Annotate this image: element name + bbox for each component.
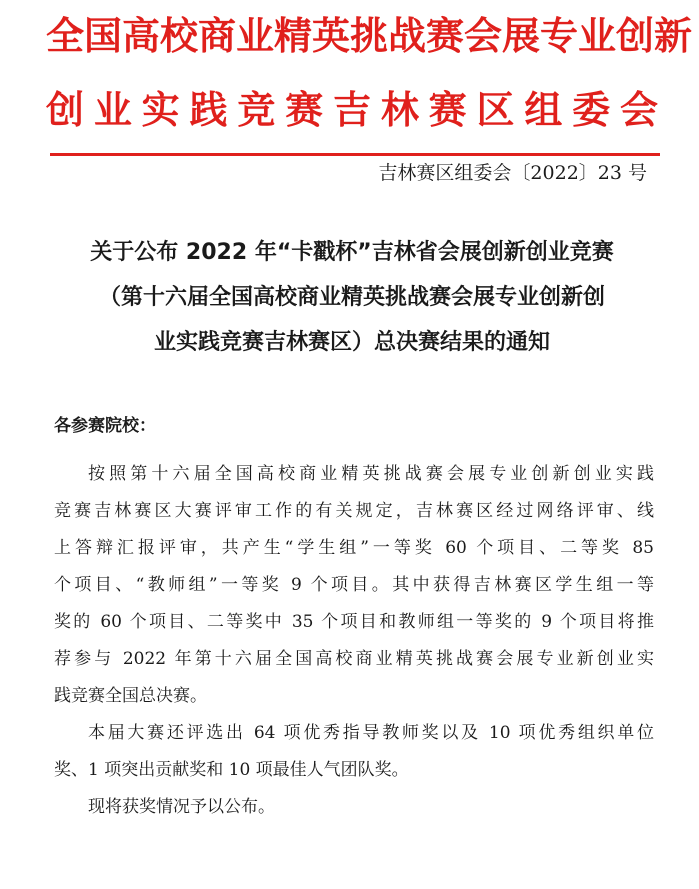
- body-line: 按照第十六届全国高校商业精英挑战赛会展专业创新创业实践: [88, 464, 654, 484]
- notice-title: [46, 230, 658, 365]
- body-line: 践竞赛全国总决赛。: [54, 686, 207, 706]
- salutation: 各参赛院校：: [54, 416, 156, 436]
- body-line: 现将获奖情况予以公布。: [88, 797, 275, 817]
- notice-body: [54, 456, 654, 826]
- issuer-header-line-2: 创业实践竞赛吉林赛区组委会: [46, 88, 658, 132]
- body-line: 荐参与 2022 年第十六届全国高校商业精英挑战赛会展专业新创业实: [54, 649, 654, 669]
- notice-title-line: 业实践竞赛吉林赛区）总决赛结果的通知: [153, 330, 550, 355]
- issuer-header-line-1: 全国高校商业精英挑战赛会展专业创新: [46, 14, 693, 58]
- body-line: 奖的 60 个项目、二等奖中 35 个项目和教师组一等奖的 9 个项目将推: [54, 612, 654, 632]
- notice-title-line: （第十六届全国高校商业精英挑战赛会展专业创新创: [98, 285, 605, 310]
- body-line: 个项目、“教师组”一等奖 9 个项目。其中获得吉林赛区学生组一等: [54, 575, 654, 595]
- body-line: 本届大赛还评选出 64 项优秀指导教师奖以及 10 项优秀组织单位: [88, 723, 654, 743]
- body-line: 上答辩汇报评审，共产生“学生组”一等奖 60 个项目、二等奖 85: [54, 538, 654, 558]
- document-number: 吉林赛区组委会〔2022〕23 号: [378, 162, 647, 184]
- body-line: 奖、1 项突出贡献奖和 10 项最佳人气团队奖。: [54, 760, 409, 780]
- red-divider-rule: [50, 153, 660, 156]
- notice-title-line: 关于公布 2022 年“卡戳杯”吉林省会展创新创业竞赛: [90, 240, 614, 265]
- body-line: 竞赛吉林赛区大赛评审工作的有关规定，吉林赛区经过网络评审、线: [54, 501, 654, 521]
